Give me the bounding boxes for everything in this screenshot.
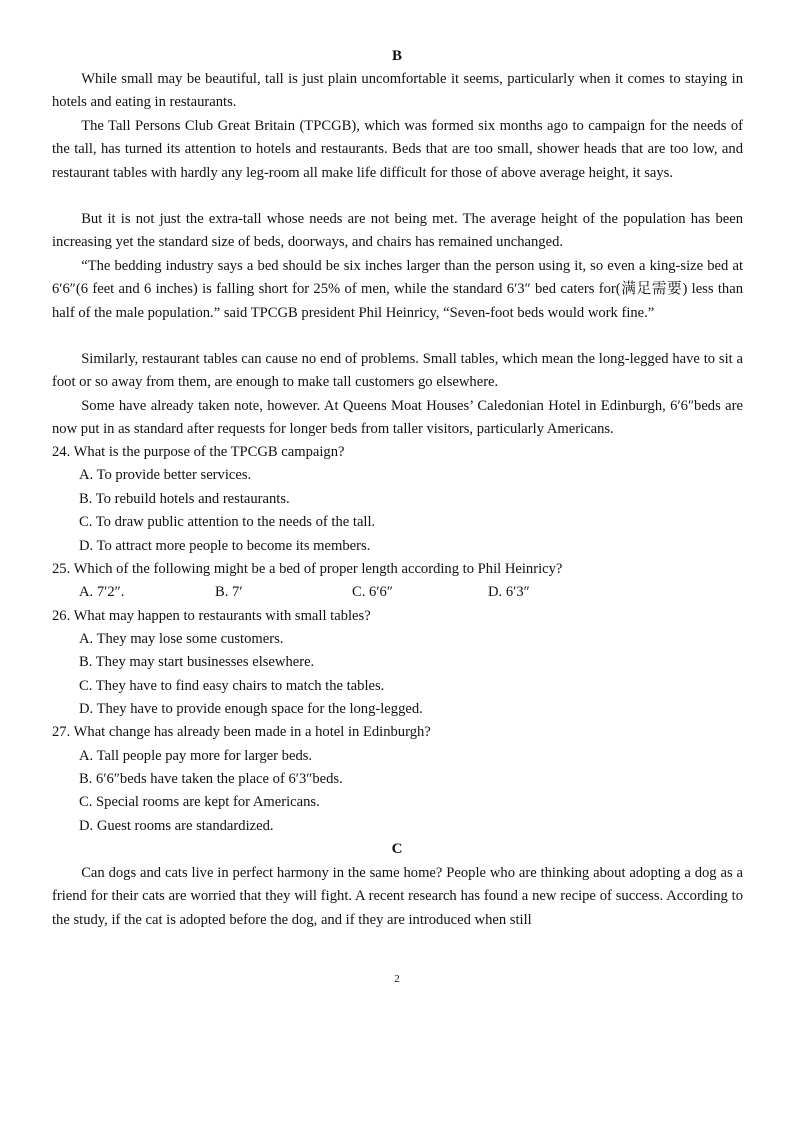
question-26-option-a: A. They may lose some customers. — [79, 631, 284, 647]
question-26-stem: 26. What may happen to restaurants with small tables? — [52, 608, 371, 624]
question-27-option-b: B. 6′6″beds have taken the place of 6′3″beds. — [79, 771, 343, 787]
section-c-paragraph-1: Can dogs and cats live in perfect harmony in the same home? People who are thinking about adopting a dog as a friend for their cats are worried that they will fight. A recent research has found a new recipe of success. According to the study, if the cat is adopted before the dog, and if they are introduced when still — [52, 865, 743, 928]
section-c-heading: C — [391, 841, 403, 857]
question-25-stem: 25. Which of the following might be a bed of proper length according to Phil Heinricy? — [52, 561, 563, 577]
section-b-paragraph-1: While small may be beautiful, tall is just plain uncomfortable it seems, particularly when it comes to staying in hotels and eating in restaurants. — [52, 71, 743, 111]
question-24-stem: 24. What is the purpose of the TPCGB campaign? — [52, 444, 345, 460]
question-25-option-d: D. 6′3″ — [488, 584, 530, 600]
section-b-paragraph-6: Some have already taken note, however. At Queens Moat Houses’ Caledonian Hotel in Edinburgh, 6′6″beds are now put in as standard after requests for longer beds from taller visitors, particularly Americans. — [52, 398, 743, 438]
question-26-option-d: D. They have to provide enough space for the long-legged. — [79, 701, 423, 717]
question-27-option-c: C. Special rooms are kept for Americans. — [79, 794, 320, 810]
question-25-option-a: A. 7′2″. — [79, 584, 125, 600]
question-26-option-b: B. They may start businesses elsewhere. — [79, 654, 315, 670]
section-b-paragraph-3: But it is not just the extra-tall whose needs are not being met. The average height of the population has been increasing yet the standard size of beds, doorways, and chairs has remained unchanged. — [52, 211, 743, 251]
question-24-option-a: A. To provide better services. — [79, 467, 252, 483]
page-number: 2 — [394, 973, 400, 985]
question-24-option-b: B. To rebuild hotels and restaurants. — [79, 491, 290, 507]
question-24-option-d: D. To attract more people to become its members. — [79, 538, 371, 554]
question-27-stem: 27. What change has already been made in a hotel in Edinburgh? — [52, 724, 431, 740]
section-b-paragraph-2: The Tall Persons Club Great Britain (TPCGB), which was formed six months ago to campaign for the needs of the tall, has turned its attention to hotels and restaurants. Beds that are too small, shower heads that are too low, and restaurant tables with hardly any leg-room all make life difficult for those of above average height, it says. — [52, 118, 743, 181]
question-25-option-b: B. 7′ — [215, 584, 243, 600]
section-b-paragraph-4: “The bedding industry says a bed should be six inches larger than the person using it, so even a king-size bed at 6′6″(6 feet and 6 inches) is falling short for 25% of men, while the standard 6′3″ bed caters for(满足需要) less than half of the male population.” said TPCGB president Phil Heinricy, “Seven-foot beds would work fine.” — [52, 258, 743, 321]
question-25-option-c: C. 6′6″ — [352, 584, 393, 600]
question-27-option-d: D. Guest rooms are standardized. — [79, 818, 274, 834]
section-b-paragraph-5: Similarly, restaurant tables can cause no end of problems. Small tables, which mean the long-legged have to sit a foot or so away from them, are enough to make tall customers go elsewhere. — [52, 351, 743, 391]
question-24-option-c: C. To draw public attention to the needs of the tall. — [79, 514, 376, 530]
section-b-heading: B — [391, 48, 402, 64]
question-27-option-a: A. Tall people pay more for larger beds. — [79, 748, 313, 764]
question-26-option-c: C. They have to find easy chairs to match the tables. — [79, 678, 385, 694]
